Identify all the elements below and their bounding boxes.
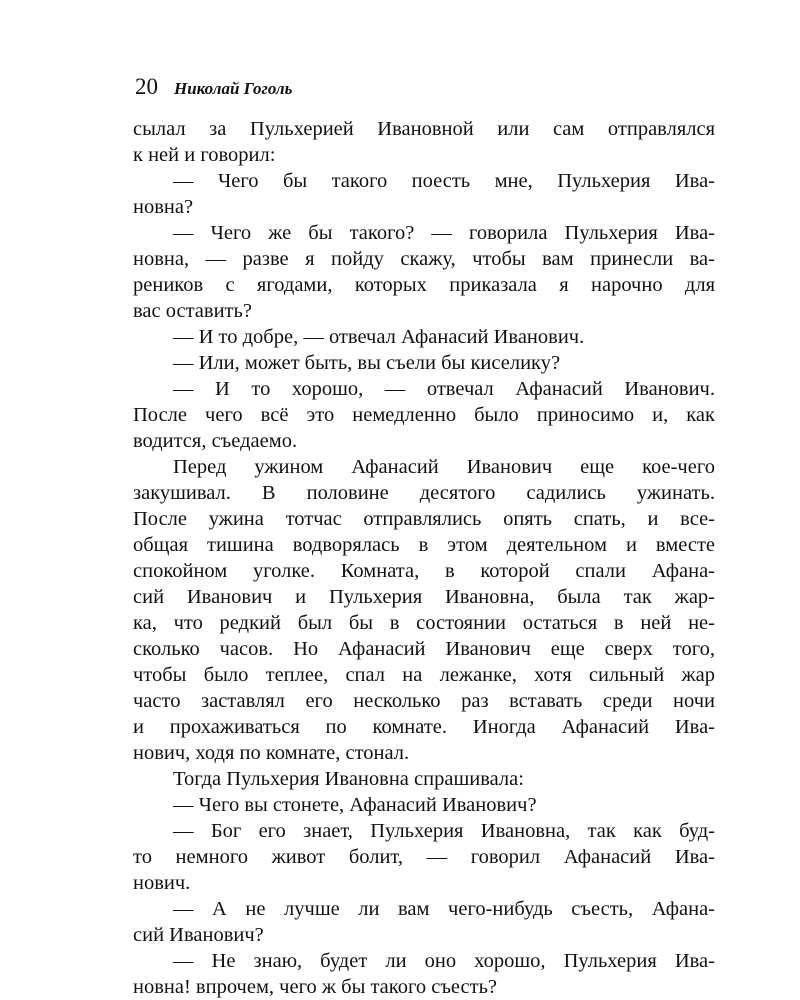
text-line: сылал за Пульхерией Ивановной или сам отправлялся	[133, 118, 715, 140]
text-line: реников с ягодами, которых приказала я нарочно для	[133, 274, 715, 296]
text-line: — Или, может быть, вы съели бы киселику?	[173, 352, 561, 374]
text-line: общая тишина водворялась в этом деятельном и вместе	[133, 534, 715, 556]
text-line: — Чего же бы такого? — говорила Пульхерия Ива-	[173, 222, 715, 244]
text-line: чтобы было теплее, спал на лежанке, хотя сильный жар	[133, 664, 715, 686]
text-line: — И то добре, — отвечал Афанасий Иванович.	[173, 326, 585, 348]
text-line: водится, съедаемо.	[133, 430, 298, 452]
text-line: — Не знаю, будет ли оно хорошо, Пульхерия Ива-	[173, 950, 715, 972]
text-line: Тогда Пульхерия Ивановна спрашивала:	[173, 768, 524, 790]
text-line: — Чего вы стонете, Афанасий Иванович?	[173, 794, 537, 816]
text-line: — И то хорошо, — отвечал Афанасий Иванович.	[173, 378, 715, 400]
text-line: сий Иванович?	[133, 924, 264, 946]
text-line: — А не лучше ли вам чего-нибудь съесть, Афана-	[173, 898, 715, 920]
text-line: часто заставлял его несколько раз вставать среди ночи	[133, 690, 715, 712]
page-body-text	[133, 116, 715, 1000]
text-line: После ужина тотчас отправлялись опять спать, и все-	[133, 508, 715, 530]
text-line: нович.	[133, 872, 191, 894]
text-line: После чего всё это немедленно было приносимо и, как	[133, 404, 715, 426]
text-line: новна! впрочем, чего ж бы такого съесть?	[133, 976, 498, 998]
text-line: вас оставить?	[133, 300, 252, 322]
text-line: к ней и говорил:	[133, 144, 276, 166]
text-line: новна?	[133, 196, 194, 218]
running-title: Николай Гоголь	[174, 79, 293, 98]
text-line: — Чего бы такого поесть мне, Пульхерия Ива-	[173, 170, 715, 192]
text-line: — Бог его знает, Пульхерия Ивановна, так как буд-	[173, 820, 715, 842]
page-number: 20	[135, 74, 158, 99]
text-line: то немного живот болит, — говорил Афанасий Ива-	[133, 846, 715, 868]
text-line: нович, ходя по комнате, стонал.	[133, 742, 410, 764]
text-line: сколько часов. Но Афанасий Иванович еще сверх того,	[133, 638, 715, 660]
text-line: новна, — разве я пойду скажу, чтобы вам принесли ва-	[133, 248, 715, 270]
text-line: сий Иванович и Пульхерия Ивановна, была так жар-	[133, 586, 715, 608]
text-line: и прохаживаться по комнате. Иногда Афанасий Ива-	[133, 716, 715, 738]
text-line: ка, что редкий был бы в состоянии остаться в ней не-	[133, 612, 715, 634]
text-line: спокойном уголке. Комната, в которой спали Афана-	[133, 560, 715, 582]
text-line: Перед ужином Афанасий Иванович еще кое-чего	[173, 456, 715, 478]
page-header	[135, 74, 292, 100]
text-line: закушивал. В половине десятого садились ужинать.	[133, 482, 715, 504]
